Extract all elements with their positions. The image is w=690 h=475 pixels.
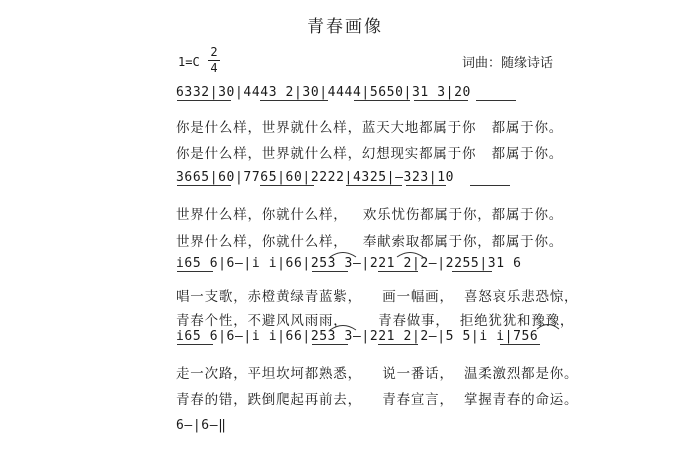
notation-line-5: 6–|6–‖ — [176, 418, 227, 433]
beam-underline — [177, 100, 231, 101]
tie-mark — [328, 321, 358, 331]
lyric-line-4a: 走一次路，平坦坎坷都熟悉， 说一番话， 温柔激烈都是你。 — [176, 366, 579, 382]
notation-line-1: 6332|30|4443 2|30|4444|5650|31 3|20 — [176, 85, 471, 100]
time-signature-denominator: 4 — [210, 61, 218, 75]
lyric-line-1b: 你是什么样，世界就什么样，幻想现实都属于你 都属于你。 — [176, 146, 564, 162]
beam-underline — [312, 344, 348, 345]
credit-line: 词曲：随缘诗话 — [462, 56, 554, 71]
lyric-line-4b: 青春的错，跌倒爬起再前去， 青春宣言， 掌握青春的命运。 — [176, 392, 579, 408]
time-signature — [207, 46, 221, 75]
beam-underline — [177, 344, 213, 345]
beam-underline — [260, 100, 328, 101]
lyric-line-1a: 你是什么样，世界就什么样，蓝天大地都属于你 都属于你。 — [176, 120, 564, 136]
song-title: 青春画像 — [307, 17, 383, 37]
notation-line-2: 3665|60|7765|60|2222|4325|–323|10 — [176, 170, 455, 185]
key-signature: 1=C — [178, 55, 200, 69]
beam-underline — [260, 185, 314, 186]
beam-underline — [312, 271, 348, 272]
beam-underline — [414, 100, 468, 101]
lyric-line-3a: 唱一支歌，赤橙黄绿青蓝紫， 画一幅画， 喜怒哀乐悲恐惊， — [176, 289, 579, 305]
notation-line-3: i65 6|6–|i i|66|253 3–|221 2|2–|2255|31 6 — [176, 256, 522, 271]
beam-underline — [470, 185, 510, 186]
lyric-line-2b: 世界什么样，你就什么样， 奉献索取都属于你，都属于你。 — [176, 234, 564, 250]
tie-mark — [535, 320, 561, 330]
notation-line-4: i65 6|6–|i i|66|253 3–|221 2|2–|5 5|i i|756 — [176, 329, 539, 344]
beam-underline — [346, 185, 402, 186]
beam-underline — [177, 185, 231, 186]
beam-underline — [354, 100, 410, 101]
lyric-line-2a: 世界什么样，你就什么样， 欢乐忧伤都属于你，都属于你。 — [176, 207, 564, 223]
time-signature-numerator: 2 — [210, 45, 218, 59]
beam-underline — [476, 100, 516, 101]
beam-underline — [177, 271, 213, 272]
beam-underline — [406, 185, 446, 186]
beam-underline — [378, 344, 418, 345]
beam-underline — [452, 271, 492, 272]
beam-underline — [378, 271, 418, 272]
tie-mark — [395, 248, 425, 258]
beam-underline — [500, 344, 540, 345]
tie-mark — [328, 248, 358, 258]
lyric-line-3b: 青春个性，不避风风雨雨， 青春做事， 拒绝犹犹和豫豫， — [176, 313, 575, 329]
